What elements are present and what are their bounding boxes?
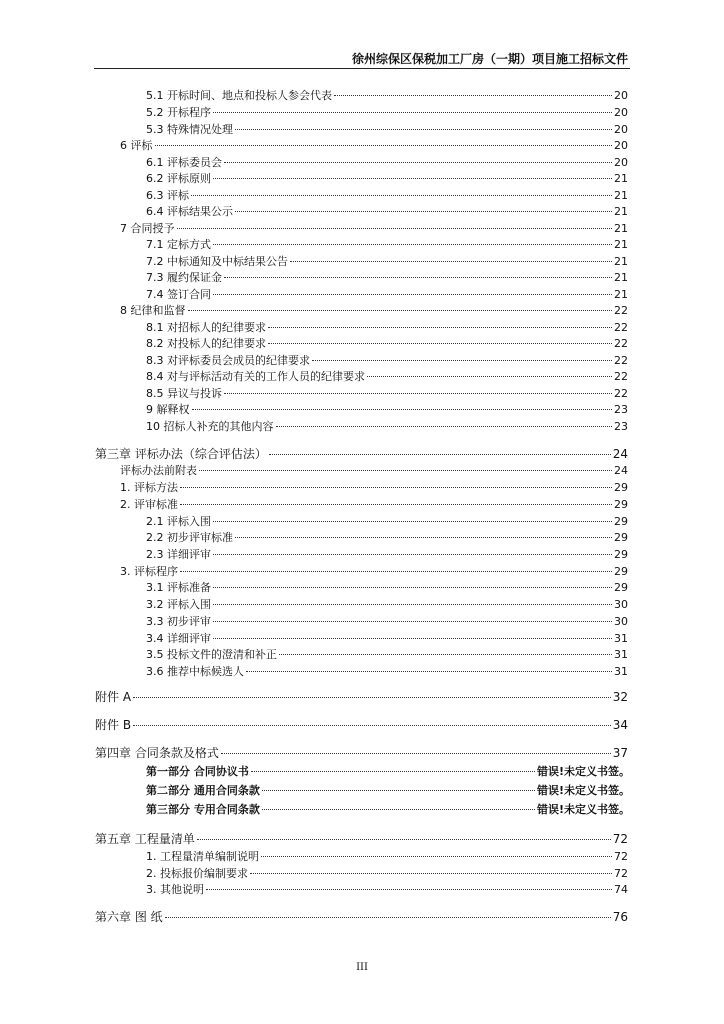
toc-entry-page: 72 [612, 832, 628, 846]
toc-leader [235, 536, 612, 538]
toc-entry-label: 8.5 异议与投诉 [146, 387, 222, 400]
toc-leader [213, 177, 612, 179]
toc-entry-label: 附件 A [95, 690, 132, 704]
toc-entry[interactable] [120, 138, 628, 154]
toc-entry-label: 6 评标 [120, 139, 153, 152]
toc-entry-page: 22 [614, 354, 628, 367]
toc-entry-page: 30 [614, 615, 628, 628]
toc-entry[interactable] [146, 353, 628, 369]
toc-entry-label: 7.4 签订合同 [146, 288, 211, 301]
toc-entry[interactable] [146, 155, 628, 171]
toc-entry[interactable] [120, 497, 628, 513]
toc-entry[interactable] [146, 597, 628, 613]
toc-leader [224, 392, 612, 394]
toc-leader [213, 603, 612, 605]
toc-leader [367, 375, 612, 377]
toc-leader [279, 653, 612, 655]
toc-entry-label: 评标办法前附表 [120, 464, 197, 477]
toc-leader [188, 309, 613, 311]
page-number: III [356, 962, 368, 973]
document-header-title: 徐州综保区保税加工厂房（一期）项目施工招标文件 [351, 52, 628, 66]
toc-entry-page: 31 [614, 648, 628, 661]
toc-leader [235, 210, 612, 212]
toc-entry-page: 20 [614, 106, 628, 119]
toc-leader [165, 916, 611, 918]
toc-entry[interactable] [146, 105, 628, 121]
toc-entry-page: 21 [614, 222, 628, 235]
toc-entry-page: 22 [614, 370, 628, 383]
toc-entry-label: 第六章 图 纸 [95, 910, 163, 924]
toc-entry-page: 76 [612, 910, 628, 924]
toc-entry-label: 3.1 评标准备 [146, 581, 211, 594]
toc-entry-label: 6.2 评标原则 [146, 172, 211, 185]
toc-entry-label: 8 纪律和监督 [120, 304, 186, 317]
toc-entry[interactable] [146, 547, 628, 563]
toc-entry-label: 7 合同授予 [120, 222, 175, 235]
toc-entry[interactable] [120, 221, 628, 237]
toc-leader [191, 194, 612, 196]
toc-entry[interactable] [120, 480, 628, 496]
toc-entry-page: 29 [614, 548, 628, 561]
toc-leader [180, 570, 612, 572]
toc-entry[interactable] [146, 237, 628, 253]
toc-appendix-entry[interactable] [95, 717, 628, 733]
toc-entry[interactable] [146, 764, 630, 780]
toc-entry-label: 第四章 合同条款及格式 [95, 746, 219, 760]
toc-leader [268, 342, 612, 344]
toc-entry-label: 6.4 评标结果公示 [146, 205, 233, 218]
toc-entry-label: 2. 投标报价编制要求 [146, 867, 248, 880]
toc-entry-page: 21 [614, 271, 628, 284]
toc-entry[interactable] [146, 783, 630, 799]
toc-chapter-entry[interactable] [95, 745, 628, 761]
toc-entry-label: 第三章 评标办法（综合评估法） [95, 447, 267, 461]
toc-entry[interactable] [146, 204, 628, 220]
toc-entry-page: 错误!未定义书签。 [536, 765, 630, 778]
toc-entry-page: 23 [614, 403, 628, 416]
toc-leader [213, 586, 612, 588]
toc-entry-label: 6.3 评标 [146, 189, 189, 202]
toc-entry[interactable] [146, 647, 628, 663]
toc-leader [197, 838, 611, 840]
toc-leader [312, 359, 612, 361]
toc-leader [133, 696, 611, 698]
toc-entry-page: 20 [614, 89, 628, 102]
toc-entry-label: 1. 评标方法 [120, 481, 178, 494]
toc-leader [261, 855, 612, 857]
toc-entry-label: 第五章 工程量清单 [95, 832, 195, 846]
toc-entry[interactable] [146, 402, 628, 418]
toc-leader [213, 243, 612, 245]
toc-entry-page: 37 [612, 746, 628, 760]
toc-entry-label: 5.1 开标时间、地点和投标人参会代表 [146, 89, 332, 102]
toc-entry-label: 附件 B [95, 718, 132, 732]
toc-entry[interactable] [146, 631, 628, 647]
toc-entry-label: 7.1 定标方式 [146, 238, 211, 251]
toc-leader [268, 326, 612, 328]
toc-entry-label: 8.2 对投标人的纪律要求 [146, 337, 266, 350]
toc-entry-page: 22 [614, 304, 628, 317]
toc-leader [290, 260, 612, 262]
toc-entry[interactable] [146, 849, 628, 865]
toc-entry-page: 20 [614, 123, 628, 136]
toc-entry-page: 22 [614, 337, 628, 350]
toc-entry-page: 31 [614, 665, 628, 678]
toc-entry-page: 23 [614, 420, 628, 433]
toc-entry-label: 第三部分 专用合同条款 [146, 803, 260, 816]
toc-entry-page: 29 [614, 498, 628, 511]
toc-entry-label: 7.3 履约保证金 [146, 271, 222, 284]
toc-entry-page: 错误!未定义书签。 [536, 803, 630, 816]
toc-entry[interactable] [120, 564, 628, 580]
toc-entry[interactable] [146, 664, 628, 680]
toc-entry[interactable] [146, 580, 628, 596]
toc-leader [199, 469, 612, 471]
toc-leader [206, 888, 612, 890]
toc-entry-label: 10 招标人补充的其他内容 [146, 420, 274, 433]
toc-entry[interactable] [146, 320, 628, 336]
toc-entry[interactable] [146, 336, 628, 352]
toc-entry[interactable] [120, 303, 628, 319]
toc-entry-label: 7.2 中标通知及中标结果公告 [146, 255, 288, 268]
toc-entry-page: 29 [614, 515, 628, 528]
toc-entry-label: 6.1 评标委员会 [146, 156, 222, 169]
toc-leader [213, 620, 612, 622]
toc-entry-label: 3.2 评标入围 [146, 598, 211, 611]
toc-leader [246, 670, 612, 672]
toc-entry-page: 21 [614, 255, 628, 268]
toc-leader [213, 293, 612, 295]
toc-entry[interactable] [146, 419, 628, 435]
toc-entry-page: 22 [614, 387, 628, 400]
toc-entry-label: 3.4 详细评审 [146, 632, 211, 645]
toc-entry[interactable] [146, 171, 628, 187]
toc-entry-page: 72 [614, 850, 628, 863]
toc-entry[interactable] [146, 802, 630, 818]
toc-leader [155, 144, 613, 146]
toc-leader [133, 724, 611, 726]
toc-entry-page: 22 [614, 321, 628, 334]
toc-chapter-entry[interactable] [95, 446, 628, 462]
toc-entry-page: 29 [614, 581, 628, 594]
toc-entry-page: 20 [614, 139, 628, 152]
toc-entry[interactable] [146, 122, 628, 138]
toc-chapter-entry[interactable] [95, 909, 628, 925]
toc-leader [251, 770, 535, 772]
toc-entry[interactable] [146, 386, 628, 402]
toc-entry-page: 29 [614, 565, 628, 578]
toc-leader [250, 872, 612, 874]
toc-entry[interactable] [146, 614, 628, 630]
toc-entry-page: 30 [614, 598, 628, 611]
toc-entry-page: 31 [614, 632, 628, 645]
toc-leader [334, 94, 612, 96]
toc-leader [276, 425, 613, 427]
toc-entry-page: 32 [612, 690, 628, 704]
toc-entry-label: 1. 工程量清单编制说明 [146, 850, 259, 863]
toc-entry-page: 34 [612, 718, 628, 732]
toc-entry-label: 8.4 对与评标活动有关的工作人员的纪律要求 [146, 370, 365, 383]
toc-entry-label: 3.3 初步评审 [146, 615, 211, 628]
toc-leader [221, 752, 611, 754]
toc-appendix-entry[interactable] [95, 689, 628, 705]
toc-entry[interactable] [146, 270, 628, 286]
toc-leader [224, 161, 612, 163]
toc-entry-label: 3.5 投标文件的澄清和补正 [146, 648, 277, 661]
toc-entry-page: 21 [614, 189, 628, 202]
toc-leader [235, 128, 612, 130]
toc-entry-page: 29 [614, 481, 628, 494]
toc-leader [269, 453, 611, 455]
toc-leader [224, 276, 612, 278]
toc-leader [180, 486, 612, 488]
toc-entry-page: 21 [614, 238, 628, 251]
toc-leader [213, 553, 612, 555]
toc-entry[interactable] [146, 188, 628, 204]
toc-leader [213, 111, 612, 113]
toc-entry[interactable] [146, 866, 628, 882]
toc-leader [177, 227, 613, 229]
toc-entry[interactable] [146, 254, 628, 270]
toc-entry-page: 24 [614, 464, 628, 477]
toc-entry[interactable] [146, 530, 628, 546]
toc-leader [213, 637, 612, 639]
toc-entry-page: 错误!未定义书签。 [536, 784, 630, 797]
toc-leader [180, 503, 612, 505]
toc-entry[interactable] [146, 287, 628, 303]
toc-leader [262, 808, 535, 810]
toc-entry[interactable] [146, 514, 628, 530]
toc-entry[interactable] [146, 882, 628, 898]
toc-entry-label: 9 解释权 [146, 403, 190, 416]
toc-entry-page: 72 [614, 867, 628, 880]
toc-leader [262, 789, 535, 791]
toc-chapter-entry[interactable] [95, 831, 628, 847]
toc-entry[interactable] [146, 88, 628, 104]
toc-entry-label: 8.3 对评标委员会成员的纪律要求 [146, 354, 310, 367]
toc-entry-page: 21 [614, 172, 628, 185]
toc-entry-label: 3. 评标程序 [120, 565, 178, 578]
toc-entry-label: 3. 其他说明 [146, 883, 204, 896]
toc-entry-page: 74 [614, 883, 628, 896]
toc-entry[interactable] [120, 463, 628, 479]
toc-entry-page: 24 [612, 447, 628, 461]
toc-entry-label: 8.1 对招标人的纪律要求 [146, 321, 266, 334]
toc-entry[interactable] [146, 369, 628, 385]
toc-entry-page: 29 [614, 531, 628, 544]
toc-entry-label: 5.3 特殊情况处理 [146, 123, 233, 136]
toc-entry-label: 3.6 推荐中标候选人 [146, 665, 244, 678]
toc-leader [192, 408, 613, 410]
toc-entry-page: 21 [614, 205, 628, 218]
toc-entry-label: 2. 评审标准 [120, 498, 178, 511]
toc-entry-page: 20 [614, 156, 628, 169]
toc-entry-label: 第一部分 合同协议书 [146, 765, 249, 778]
toc-entry-label: 第二部分 通用合同条款 [146, 784, 260, 797]
toc-leader [213, 520, 612, 522]
toc-entry-label: 2.3 详细评审 [146, 548, 211, 561]
toc-entry-label: 2.1 评标入围 [146, 515, 211, 528]
toc-entry-page: 21 [614, 288, 628, 301]
toc-entry-label: 5.2 开标程序 [146, 106, 211, 119]
toc-entry-label: 2.2 初步评审标准 [146, 531, 233, 544]
